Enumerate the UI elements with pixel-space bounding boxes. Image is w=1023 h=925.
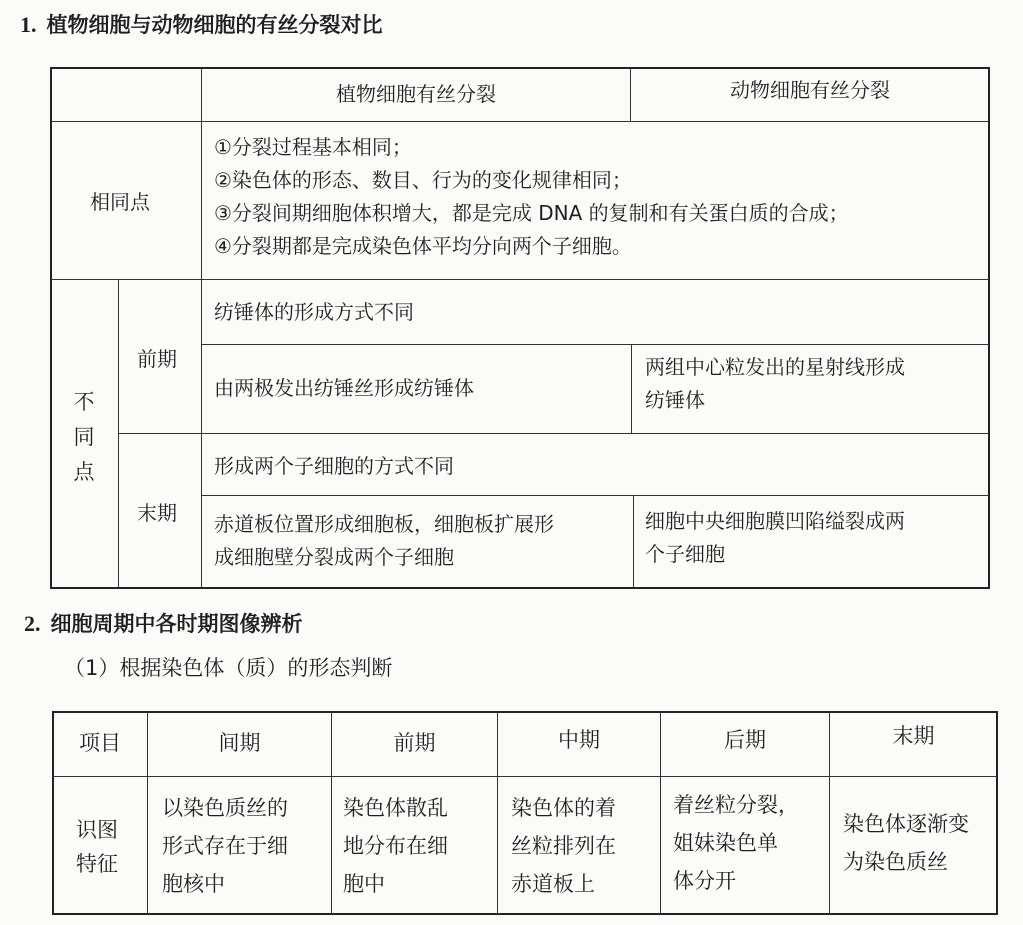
same-point-item: ②染色体的形态、数目、行为的变化规律相同； <box>214 168 632 192</box>
section-2-subtitle: （1）根据染色体（质）的形态判断 <box>64 656 393 680</box>
column-divider <box>201 68 202 588</box>
prophase-feature-line: 染色体散乱 <box>343 796 448 820</box>
diff-points-label <box>69 385 99 490</box>
section-2-title: 细胞周期中各时期图像辨析 <box>50 612 303 636</box>
section-1-number: 1. <box>20 12 37 37</box>
header-item: 项目 <box>79 731 121 755</box>
diff-label-char: 点 <box>73 460 95 484</box>
row-divider <box>201 495 989 496</box>
prophase-animal-line: 两组中心粒发出的星射线形成 <box>645 355 905 379</box>
section-2-number: 2. <box>24 611 41 636</box>
header-plant: 植物细胞有丝分裂 <box>336 82 496 106</box>
column-divider <box>631 345 632 433</box>
telophase-summary: 形成两个子细胞的方式不同 <box>214 454 454 478</box>
metaphase-feature-line: 丝粒排列在 <box>511 834 616 858</box>
header-telophase: 末期 <box>892 724 935 748</box>
interphase-feature-line: 形式存在于细 <box>162 834 288 858</box>
header-interphase: 间期 <box>218 731 261 755</box>
row-divider <box>51 121 989 122</box>
telophase-plant-line: 成细胞壁分裂成两个子细胞 <box>214 545 454 569</box>
interphase-feature-line: 胞核中 <box>162 872 225 896</box>
row-divider <box>118 433 989 434</box>
prophase-plant: 由两极发出纺锤丝形成纺锤体 <box>214 376 474 400</box>
row-divider <box>201 344 989 345</box>
row-divider <box>53 776 997 777</box>
anaphase-feature-line: 着丝粒分裂， <box>673 793 799 817</box>
prophase-feature-line: 胞中 <box>343 872 385 896</box>
telophase-feature-line: 染色体逐渐变 <box>843 812 969 836</box>
metaphase-feature-line: 赤道板上 <box>511 872 595 896</box>
same-point-item: ①分裂过程基本相同； <box>214 135 412 159</box>
anaphase-feature-line: 体分开 <box>673 869 736 893</box>
same-points-label: 相同点 <box>90 190 150 214</box>
header-prophase: 前期 <box>393 731 436 755</box>
header-anaphase: 后期 <box>724 728 766 752</box>
header-animal: 动物细胞有丝分裂 <box>730 78 890 102</box>
section-1-heading <box>20 14 383 36</box>
row-label-line: 识图 <box>76 818 118 842</box>
telophase-feature-line: 为染色质丝 <box>843 850 948 874</box>
telophase-label: 末期 <box>137 501 177 525</box>
same-point-item: ③分裂间期细胞体积增大，都是完成 DNA 的复制和有关蛋白质的合成； <box>214 201 849 225</box>
prophase-animal-line: 纺锤体 <box>645 388 705 412</box>
header-metaphase: 中期 <box>558 728 600 752</box>
metaphase-feature-line: 染色体的着 <box>511 796 616 820</box>
diff-label-char: 同 <box>73 425 95 449</box>
prophase-summary: 纺锤体的形成方式不同 <box>214 300 414 324</box>
prophase-label: 前期 <box>137 347 177 371</box>
interphase-feature-line: 以染色质丝的 <box>162 796 288 820</box>
same-point-item: ④分裂期都是完成染色体平均分向两个子细胞。 <box>214 234 632 258</box>
diff-label-char: 不 <box>73 390 95 414</box>
row-label-line: 特征 <box>76 852 118 876</box>
column-divider <box>118 280 119 588</box>
section-1-title: 植物细胞与动物细胞的有丝分裂对比 <box>46 13 383 37</box>
section-2-heading <box>24 613 303 635</box>
prophase-feature-line: 地分布在细 <box>343 834 448 858</box>
telophase-animal-line: 个子细胞 <box>645 542 725 566</box>
telophase-plant-line: 赤道板位置形成细胞板，细胞板扩展形 <box>214 512 554 536</box>
column-divider <box>633 496 634 588</box>
telophase-animal-line: 细胞中央细胞膜凹陷缢裂成两 <box>645 509 905 533</box>
row-divider <box>51 279 989 280</box>
anaphase-feature-line: 姐妹染色单 <box>673 831 778 855</box>
